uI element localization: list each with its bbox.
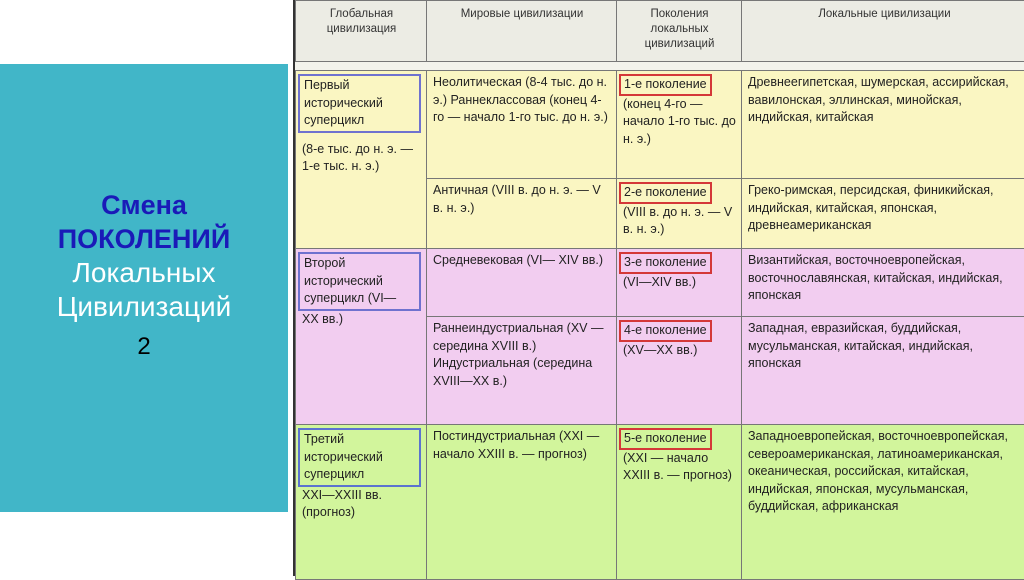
slide-title (0, 188, 288, 364)
gen-label-2: 2-е поколение (619, 182, 712, 204)
header-local: Локальные цивилизации (742, 1, 1024, 62)
slide-number: 2 (0, 330, 288, 364)
gen-period-4: (XV—XX вв.) (623, 343, 697, 357)
gen-label-3: 3-е поколение (619, 252, 712, 274)
header-generations: Поколения локальных цивилизаций (617, 1, 742, 62)
world-civ-5: Постиндустриальная (XXI — начало XXIII в. — прогноз) (427, 425, 617, 580)
header-world: Мировые цивилизации (427, 1, 617, 62)
world-civ-4b: Индустриальная (середина XVIII—XX в.) (433, 356, 592, 388)
local-civ-5: Западноевропейская, восточноевропейская, североамериканская, латиноамериканская, океаническая, российская, китайская, индийская, японская, мусульманская, буддийская, африканская (742, 425, 1024, 580)
world-civ-2: Античная (VIII в. до н. э. — V в. н. э.) (427, 179, 617, 249)
gen-period-5: (XXI — начало XXIII в. — прогноз) (623, 451, 732, 483)
gen-label-4: 4-е поколение (619, 320, 712, 342)
supercycle-3-period: XXI—XXIII вв. (прогноз) (302, 488, 382, 520)
gen-period-3: (VI—XIV вв.) (623, 275, 696, 289)
supercycle-3-cell (296, 425, 427, 580)
gen-label-5: 5-е поколение (619, 428, 712, 450)
civilizations-table (293, 0, 1024, 576)
title-line-3: Локальных (0, 256, 288, 290)
supercycle-2-name: Второй исторический суперцикл (VI— (298, 252, 421, 311)
gen-cell-4 (617, 317, 742, 425)
supercycle-1-cell (296, 71, 427, 249)
supercycle-1-name: Первый исторический суперцикл (298, 74, 421, 133)
title-line-4: Цивилизаций (0, 290, 288, 324)
gen-cell-2 (617, 179, 742, 249)
world-civ-4a: Раннеиндустриальная (XV — середина XVIII в.) (433, 321, 604, 353)
world-civ-3: Средневековая (VI— XIV вв.) (427, 249, 617, 317)
local-civ-2: Греко-римская, персидская, финикийская, индийская, китайская, японская, древнеамериканская (742, 179, 1024, 249)
world-civ-4 (427, 317, 617, 425)
table-row (296, 71, 1024, 179)
title-line-1: Смена (0, 188, 288, 222)
gen-label-1: 1-е поколение (619, 74, 712, 96)
gen-cell-1 (617, 71, 742, 179)
table-row (296, 249, 1024, 317)
title-line-2: ПОКОЛЕНИЙ (0, 222, 288, 256)
gen-cell-5 (617, 425, 742, 580)
local-civ-4: Западная, евразийская, буддийская, мусульманская, китайская, индийская, японская (742, 317, 1024, 425)
supercycle-2-period: XX вв.) (302, 312, 343, 326)
gen-period-1: (конец 4-го — начало 1-го тыс. до н. э.) (623, 97, 736, 146)
supercycle-1-period: (8-е тыс. до н. э. — 1-е тыс. н. э.) (302, 141, 421, 176)
local-civ-3: Византийская, восточноевропейская, восточнославянская, китайская, индийская, японская (742, 249, 1024, 317)
world-civ-1: Неолитическая (8-4 тыс. до н. э.) Раннеклассовая (конец 4-го — начало 1-го тыс. до н. э.) (427, 71, 617, 179)
table-row (296, 425, 1024, 580)
header-global: Глобальная цивилизация (296, 1, 427, 62)
gen-period-2: (VIII в. до н. э. — V в. н. э.) (623, 205, 732, 237)
local-civ-1: Древнеегипетская, шумерская, ассирийская, вавилонская, эллинская, минойская, индийская, китайская (742, 71, 1024, 179)
supercycle-2-cell (296, 249, 427, 425)
supercycle-3-name: Третий исторический суперцикл (298, 428, 421, 487)
gen-cell-3 (617, 249, 742, 317)
